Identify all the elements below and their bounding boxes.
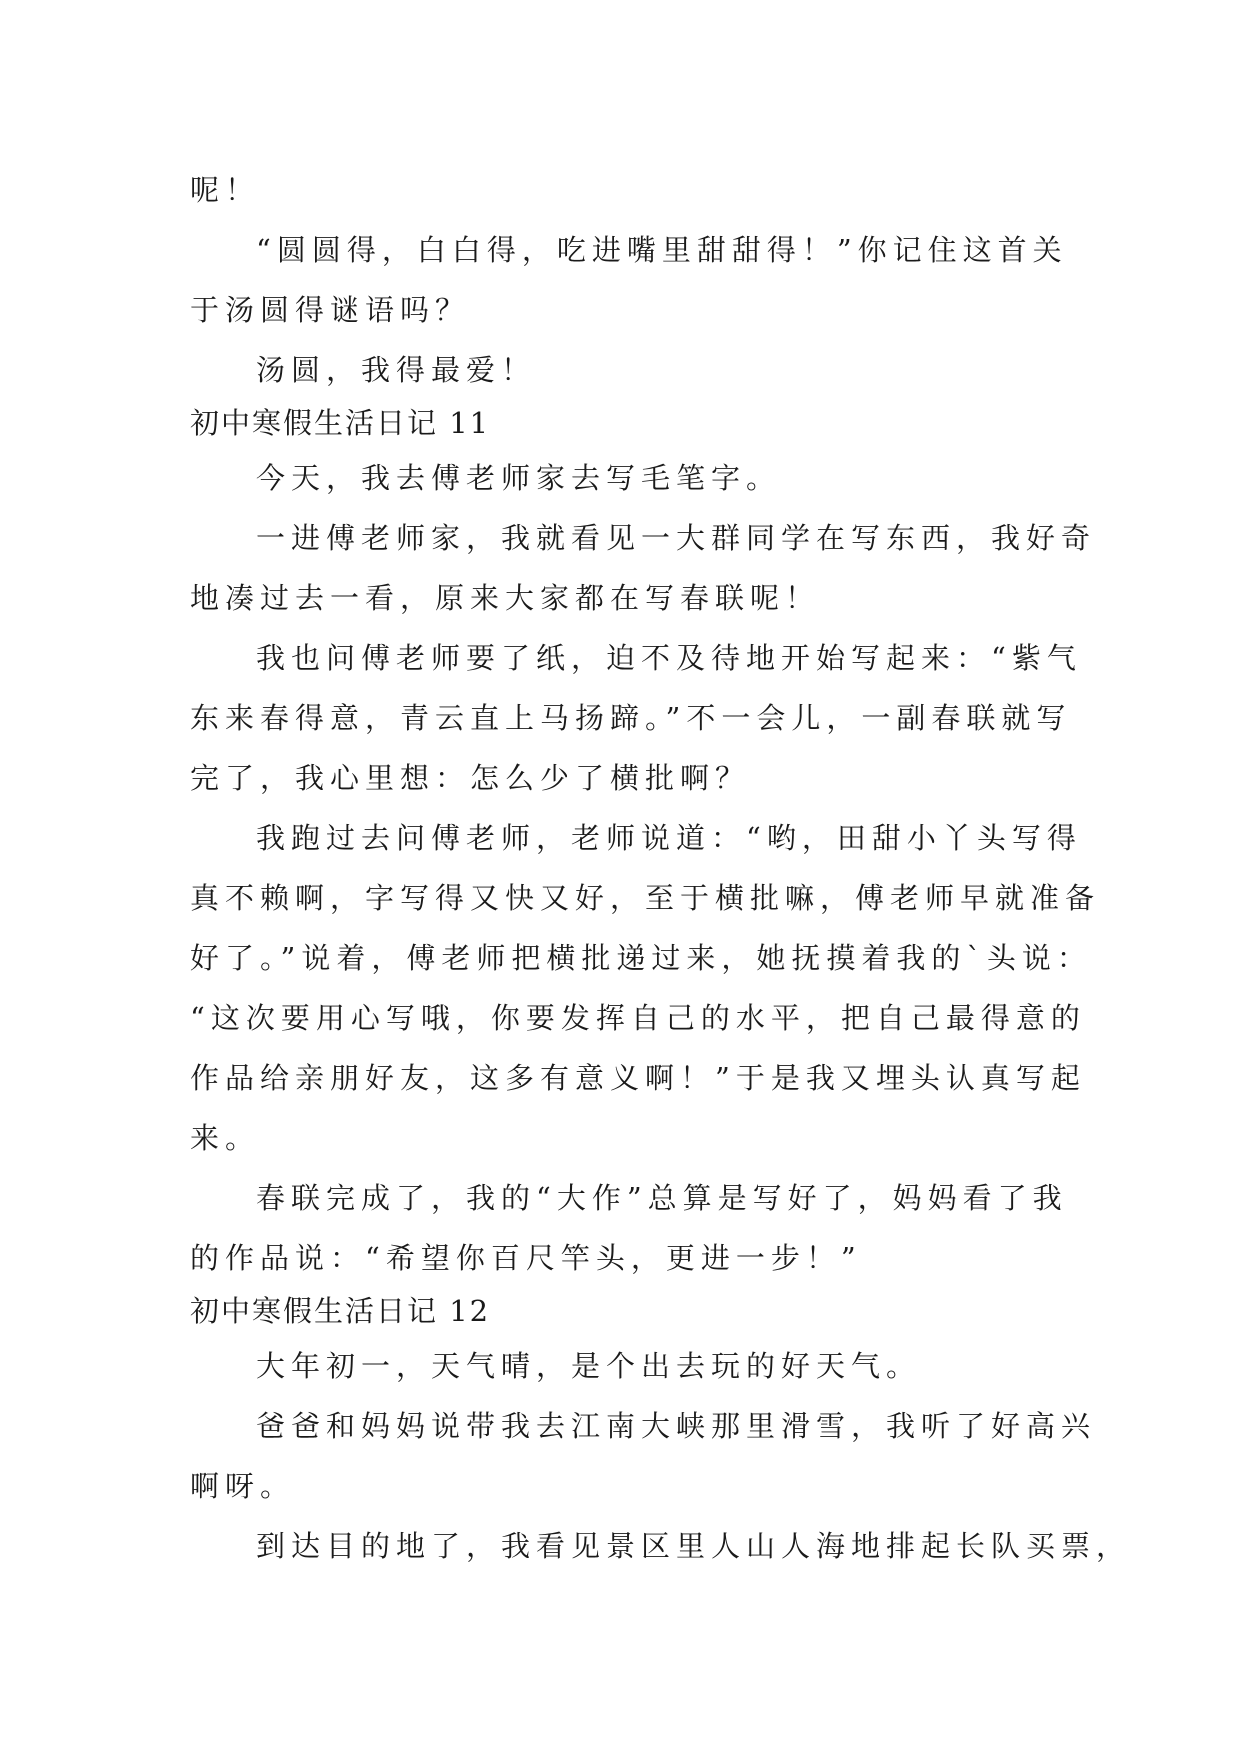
paragraph-line: 呢！ <box>190 173 261 207</box>
paragraph-line: 一进傅老师家，我就看见一大群同学在写东西，我好奇 <box>256 521 1097 555</box>
paragraph-line: 爸爸和妈妈说带我去江南大峡那里滑雪，我听了好高兴 <box>256 1409 1097 1443</box>
paragraph-line: 地凑过去一看，原来大家都在写春联呢！ <box>190 581 821 615</box>
paragraph-line: 来。 <box>190 1121 261 1155</box>
paragraph-line: 春联完成了，我的“大作”总算是写好了，妈妈看了我 <box>256 1181 1068 1215</box>
paragraph-line: “圆圆得，白白得，吃进嘴里甜甜得！”你记住这首关 <box>256 233 1068 267</box>
paragraph-line: 我也问傅老师要了纸，迫不及待地开始写起来：“紫气 <box>256 641 1082 675</box>
paragraph-line: 的作品说：“希望你百尺竿头，更进一步！” <box>190 1241 862 1275</box>
paragraph-line: “这次要用心写哦，你要发挥自己的水平，把自己最得意的 <box>190 1001 1086 1035</box>
paragraph-line: 作品给亲朋好友，这多有意义啊！”于是我又埋头认真写起 <box>190 1061 1086 1095</box>
paragraph-line: 好了。”说着，傅老师把横批递过来，她抚摸着我的`头说： <box>190 941 1092 975</box>
paragraph-line: 到达目的地了，我看见景区里人山人海地排起长队买票， <box>256 1529 1132 1563</box>
paragraph-line: 大年初一，天气晴，是个出去玩的好天气。 <box>256 1349 922 1383</box>
paragraph-line: 我跑过去问傅老师，老师说道：“哟，田甜小丫头写得 <box>256 821 1082 855</box>
paragraph-line: 于汤圆得谜语吗？ <box>190 293 471 327</box>
paragraph-line: 啊呀。 <box>190 1469 296 1503</box>
paragraph-line: 真不赖啊，字写得又快又好，至于横批嘛，傅老师早就准备 <box>190 881 1101 915</box>
section-heading: 初中寒假生活日记 11 <box>190 406 491 440</box>
paragraph-line: 完了，我心里想：怎么少了横批啊？ <box>190 761 751 795</box>
paragraph-line: 汤圆，我得最爱！ <box>256 353 537 387</box>
document-page <box>190 160 1132 1576</box>
section-heading: 初中寒假生活日记 12 <box>190 1294 491 1328</box>
paragraph-line: 今天，我去傅老师家去写毛笔字。 <box>256 461 782 495</box>
paragraph-line: 东来春得意，青云直上马扬蹄。”不一会儿，一副春联就写 <box>190 701 1072 735</box>
